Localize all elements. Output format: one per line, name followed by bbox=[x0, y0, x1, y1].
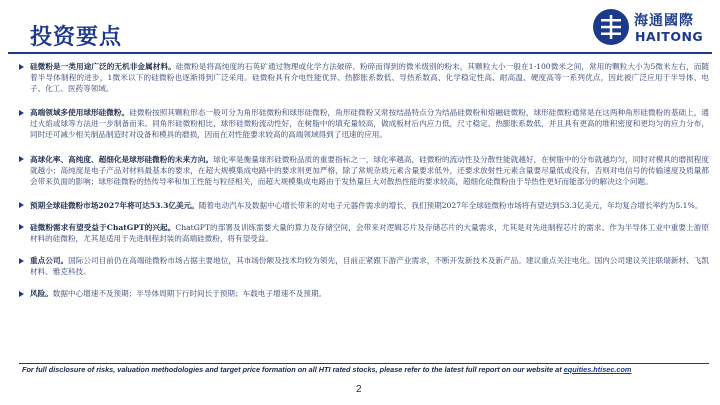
bullet-body: 随着电动汽车及数据中心增长带来的对电子元器件需求的增长，我们预期2027年全球硅微粉市场将有望达到53.3亿美元，年均复合增长率约为5.1%。 bbox=[198, 200, 703, 210]
bullet-item bbox=[19, 200, 709, 211]
disclosure-note bbox=[22, 365, 712, 374]
bullet-lead: 硅微粉是一类用途广泛的无机非金属材料。 bbox=[30, 62, 176, 71]
bullet-lead: 高球化率、高纯度、超细化是球形硅微粉的未来方向。 bbox=[30, 154, 214, 164]
triangle-bullet-icon bbox=[19, 291, 24, 297]
bullet-body: 数据中心增速不及预期；半导体周期下行时间长于预期；车载电子增速不及预期。 bbox=[52, 289, 327, 299]
bullet-body: 硅微粉按照其颗粒形态一般可分为角形硅微粉和球形硅微粉，角形硅微粉又常按结晶特点分为结晶硅微粉和熔融硅微粉，球形硅微粉通常是在这两种角形硅微粉的基础上，通过火焰或球等方法进一步制备而来。同角形硅微粉相比，球形硅微粉流动性好，在树脂中的填充量较高，做成板材后内应力低，尺寸稳定、热膨胀系数低，并且具有更高的堆积密度和更均匀的应力分布，同时还可减少相关制品制造时对设备和模具的磨损，因而在对性能要求较高的高端领域得到了迅速的应用。 bbox=[30, 108, 709, 140]
bullet-body: 球化率是衡量球形硅微粉品质的重要指标之一，球化率越高，硅微粉的流动性及分散性能就越好，在树脂中的分布就越均匀，同时对模具的磨损程度就越小；高纯度是电子产品对材料最基本的要求，在超大规模集成电路中的要求则更加严格，除了常规杂质元素含量要求低外，还要求放射性元素含量要尽量低或没有，否则对电信号的传输速度及质量都会带来负面的影响；球形硅微粉的热传导率和加工性能与粒径相关，而超大规模集成电路由于发热量巨大对散热性能的要求较高，超细化硅微粉由于导热性更好而能部分的解决这个问题。 bbox=[30, 154, 709, 186]
page-title: 投资要点 bbox=[30, 25, 123, 50]
bullet-body: 国际公司目前仍在高端硅微粉市场占据主要地位，其市场份额及技术均较为领先，目前正紧跟下游产业需求，不断开发新技术及新产品。建议重点关注电化。国内公司建议关注联瑞新材、飞凯材料、雅克科技。 bbox=[30, 256, 709, 277]
bullet-item bbox=[19, 255, 709, 277]
disclosure-text: For full disclosure of risks, valuation methodologies and target price formation on all HTI rated stocks, please refer to the latest full report on our website at bbox=[22, 365, 564, 374]
bullet-lead: 风险。 bbox=[30, 289, 53, 299]
haitong-logo bbox=[592, 8, 714, 48]
website-link[interactable]: equities.htisec.com bbox=[563, 365, 632, 374]
bullet-item bbox=[19, 107, 709, 140]
header-divider bbox=[8, 52, 712, 54]
triangle-bullet-icon bbox=[19, 110, 24, 116]
bullet-lead: 硅微粉需求有望受益于ChatGPT的兴起。 bbox=[30, 222, 176, 232]
bullet-body: 硅微粉是将高纯度的石英矿通过物理或化学方法破碎、粉碎而得到的微米级别的粉末，其颗粒大小一般在1-100微米之间，常用的颗粒大小为5微米左右，而随着半导体制程的进步，1微米以下的硅微粉也逐渐得到广泛采用。硅微粉具有介电性能优异、热膨胀系数低、导热系数高、化学稳定性高、耐高温、硬度高等一系列优点，因此被广泛应用于半导体、电子、化工、医药等领域。 bbox=[30, 62, 710, 94]
footer-divider bbox=[19, 363, 709, 364]
haitong-logo-icon bbox=[592, 8, 630, 46]
bullet-lead: 预期全球硅微粉市场2027年将可达53.3亿美元。 bbox=[30, 200, 199, 210]
triangle-bullet-icon bbox=[19, 258, 24, 264]
triangle-bullet-icon bbox=[19, 64, 24, 70]
bullet-lead: 高端领域多使用球形硅微粉。 bbox=[30, 108, 130, 118]
page-header bbox=[0, 0, 720, 58]
page-number: 2 bbox=[356, 384, 362, 395]
logo-chinese-text: 海通國際 bbox=[634, 13, 694, 29]
bullet-lead: 重点公司。 bbox=[30, 256, 69, 266]
bullet-item bbox=[19, 288, 709, 299]
triangle-bullet-icon bbox=[19, 156, 24, 162]
key-points-list bbox=[19, 59, 709, 299]
bullet-item bbox=[19, 154, 709, 187]
bullet-body: ChatGPT的部署及训练需要大量的算力及存储空间，会带来对逻辑芯片及存储芯片的大量需求，尤其是对先进制程芯片的需求。作为半导体工业中重要上游原材料的硅微粉，尤其是适用于先进制程封装的高端硅微粉，将有望受益。 bbox=[30, 222, 709, 244]
bullet-item bbox=[19, 61, 709, 94]
triangle-bullet-icon bbox=[19, 202, 24, 208]
triangle-bullet-icon bbox=[19, 224, 24, 230]
logo-english-text: HAITONG bbox=[635, 29, 704, 44]
bullet-item bbox=[19, 222, 709, 244]
